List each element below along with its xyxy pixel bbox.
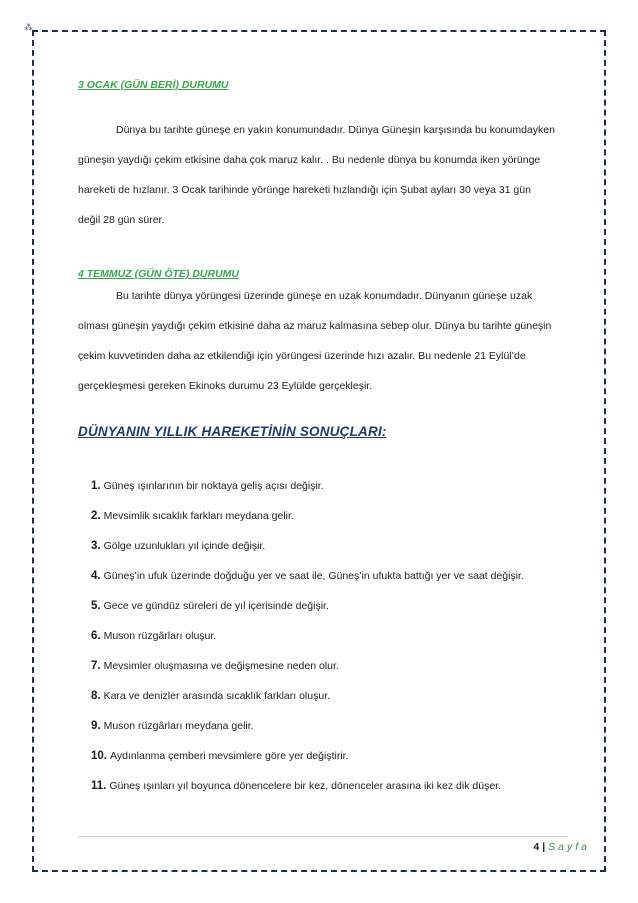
list-item	[91, 591, 591, 621]
section-heading-4-temmuz: 4 TEMMUZ (GÜN ÖTE) DURUMU	[78, 268, 239, 280]
paragraph-line: Dünya bu tarihte güneşe en yakın konumundadır. Dünya Güneşin karşısında bu konumdayken	[116, 124, 555, 136]
list-item	[91, 681, 591, 711]
list-item-number: 4.	[91, 570, 101, 582]
page-number: 4	[533, 841, 540, 853]
results-heading: DÜNYANIN YILLIK HAREKETİNİN SONUÇLARI:	[78, 424, 387, 439]
list-item	[91, 741, 591, 771]
list-item-text: Güneş ışınlarının bir noktaya geliş açısı değişir.	[103, 480, 324, 492]
list-item-text: Muson rüzgârları oluşur.	[103, 630, 217, 642]
list-item-text: Mevsimlik sıcaklık farkları meydana gelir.	[103, 510, 294, 522]
list-item	[91, 711, 591, 741]
list-item	[91, 771, 591, 801]
footer-divider	[78, 836, 568, 837]
list-item-number: 10.	[91, 750, 107, 762]
list-item-number: 8.	[91, 690, 101, 702]
list-item-text: Kara ve denizler arasında sıcaklık farkları oluşur.	[103, 690, 331, 702]
list-item-number: 1.	[91, 480, 101, 492]
corner-marker-icon: ⁂	[24, 22, 33, 32]
list-item	[91, 651, 591, 681]
list-item-text: Güneş ışınları yıl boyunca dönencelere bir kez, dönenceler arasına iki kez dik düşer.	[109, 780, 501, 792]
section-paragraph-3-ocak	[78, 115, 568, 235]
list-item-text: Gece ve gündüz süreleri de yıl içerisinde değişir.	[103, 600, 329, 612]
list-item-number: 6.	[91, 630, 101, 642]
list-item-text: Muson rüzgârları meydana gelir.	[103, 720, 254, 732]
list-item	[91, 501, 591, 531]
paragraph-line: Bu tarihte dünya yörüngesi üzerinde güneşe en uzak konumdadır. Dünyanın güneşe uzak	[116, 290, 533, 302]
list-item-number: 7.	[91, 660, 101, 672]
list-item-text: Güneş’in ufuk üzerinde doğduğu yer ve saat ile, Güneş’in ufukta battığı yer ve saat değişir.	[103, 570, 524, 582]
list-item	[91, 531, 591, 561]
list-item-number: 3.	[91, 540, 101, 552]
list-item	[91, 621, 591, 651]
list-item-number: 2.	[91, 510, 101, 522]
footer-separator: |	[542, 841, 546, 853]
paragraph-line: hareketi de hızlanır. 3 Ocak tarihinde yörünge hareketi hızlandığı için Şubat ayları 30 veya 31 gün	[78, 184, 531, 196]
list-item-text: Mevsimler oluşmasına ve değişmesine neden olur.	[103, 660, 339, 672]
list-item	[91, 471, 591, 501]
paragraph-line: gerçekleşmesi gereken Ekinoks durumu 23 Eylülde gerçekleşir.	[78, 380, 373, 392]
paragraph-line: olması güneşin yaydığı çekim etkisine daha az maruz kalmasına sebep olur. Dünya bu tarihte güneşin	[78, 320, 552, 332]
list-item	[91, 561, 591, 591]
paragraph-line: değil 28 gün sürer.	[78, 214, 165, 226]
list-item-text: Gölge uzunlukları yıl içinde değişir.	[103, 540, 266, 552]
list-item-number: 11.	[91, 780, 107, 792]
paragraph-line: güneşin yaydığı çekim etkisine daha çok maruz kalır. . Bu nedenle dünya bu konumda iken yörünge	[78, 154, 541, 166]
page-footer	[533, 841, 590, 853]
paragraph-line: çekim kuvvetinden daha az etkilendiği için yörüngesi üzerinde hızı azalır. Bu nedenle 21 Eylül’de	[78, 350, 526, 362]
page-word: Sayfa	[548, 841, 590, 853]
list-item-text: Aydınlanma çemberi mevsimlere göre yer değiştirir.	[110, 750, 349, 762]
list-item-number: 9.	[91, 720, 101, 732]
section-heading-3-ocak: 3 OCAK (GÜN BERİ) DURUMU	[78, 79, 229, 91]
section-paragraph-4-temmuz	[78, 281, 568, 401]
list-item-number: 5.	[91, 600, 101, 612]
results-list	[91, 471, 591, 801]
